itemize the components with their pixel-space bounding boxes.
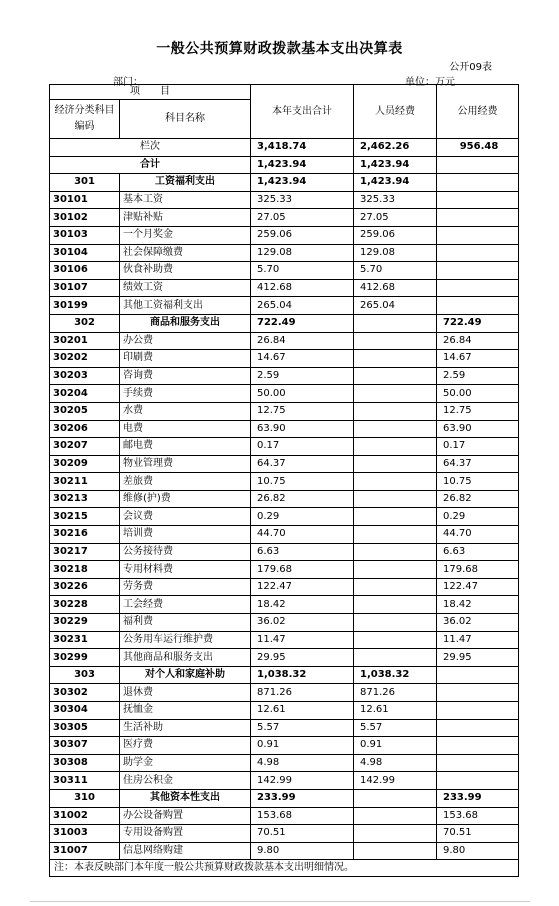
row-name: 工资福利支出	[120, 174, 251, 192]
row-public	[437, 702, 519, 720]
column-index-total: 3,418.74	[251, 139, 354, 157]
row-public: 0.29	[437, 508, 519, 526]
row-personnel	[354, 578, 437, 596]
row-name: 伙食补助费	[120, 262, 251, 280]
row-code: 30213	[50, 490, 120, 508]
row-personnel	[354, 402, 437, 420]
row-public: 18.42	[437, 596, 519, 614]
row-name: 水费	[120, 402, 251, 420]
row-name: 绩效工资	[120, 279, 251, 297]
row-personnel	[354, 526, 437, 544]
row-total: 5.70	[251, 262, 354, 280]
row-public: 0.17	[437, 438, 519, 456]
table-row	[50, 596, 519, 614]
table-row	[50, 332, 519, 350]
row-personnel	[354, 543, 437, 561]
row-code: 30209	[50, 455, 120, 473]
row-code: 30229	[50, 614, 120, 632]
total-public	[437, 156, 519, 174]
table-row	[50, 262, 519, 280]
row-total: 129.08	[251, 244, 354, 262]
row-public	[437, 279, 519, 297]
row-code: 310	[50, 789, 120, 807]
header-personnel: 人员经费	[354, 85, 437, 139]
row-public: 63.90	[437, 420, 519, 438]
row-public: 11.47	[437, 631, 519, 649]
row-name: 电费	[120, 420, 251, 438]
row-name: 专用设备购置	[120, 825, 251, 843]
table-row	[50, 789, 519, 807]
row-personnel	[354, 649, 437, 667]
page-bottom-divider	[30, 901, 530, 902]
total-row	[50, 156, 519, 174]
row-personnel	[354, 367, 437, 385]
row-public: 64.37	[437, 455, 519, 473]
row-public	[437, 719, 519, 737]
row-personnel	[354, 455, 437, 473]
row-code: 30305	[50, 719, 120, 737]
header-name: 科目名称	[120, 100, 251, 139]
row-public: 9.80	[437, 842, 519, 860]
row-personnel: 0.91	[354, 737, 437, 755]
row-code: 30217	[50, 543, 120, 561]
row-total: 26.82	[251, 490, 354, 508]
row-name: 住房公积金	[120, 772, 251, 790]
row-total: 9.80	[251, 842, 354, 860]
header-item-row	[50, 85, 519, 100]
table-row	[50, 490, 519, 508]
column-index-label: 栏次	[50, 139, 251, 157]
column-index-personnel: 2,462.26	[354, 139, 437, 157]
table-row	[50, 543, 519, 561]
row-name: 抚恤金	[120, 702, 251, 720]
row-total: 0.29	[251, 508, 354, 526]
row-public	[437, 174, 519, 192]
row-personnel	[354, 561, 437, 579]
row-total: 122.47	[251, 578, 354, 596]
row-name: 维修(护)费	[120, 490, 251, 508]
row-public	[437, 209, 519, 227]
row-code: 30215	[50, 508, 120, 526]
row-code: 30211	[50, 473, 120, 491]
row-public: 153.68	[437, 807, 519, 825]
row-personnel: 412.68	[354, 279, 437, 297]
row-personnel: 27.05	[354, 209, 437, 227]
row-name: 医疗费	[120, 737, 251, 755]
row-code: 301	[50, 174, 120, 192]
table-row	[50, 631, 519, 649]
row-total: 64.37	[251, 455, 354, 473]
row-personnel	[354, 420, 437, 438]
row-code: 30201	[50, 332, 120, 350]
table-row	[50, 209, 519, 227]
row-name: 邮电费	[120, 438, 251, 456]
row-personnel	[354, 842, 437, 860]
row-name: 社会保障缴费	[120, 244, 251, 262]
table-row	[50, 737, 519, 755]
department-label: 部门：	[113, 77, 143, 88]
row-personnel	[354, 807, 437, 825]
row-public	[437, 666, 519, 684]
table-row	[50, 455, 519, 473]
table-row	[50, 174, 519, 192]
row-total: 871.26	[251, 684, 354, 702]
row-personnel	[354, 473, 437, 491]
table-row	[50, 614, 519, 632]
row-public: 14.67	[437, 350, 519, 368]
row-code: 30302	[50, 684, 120, 702]
row-total: 70.51	[251, 825, 354, 843]
table-row	[50, 684, 519, 702]
row-code: 30299	[50, 649, 120, 667]
table-row	[50, 807, 519, 825]
row-public	[437, 191, 519, 209]
row-total: 265.04	[251, 297, 354, 315]
table-row	[50, 772, 519, 790]
row-name: 退休费	[120, 684, 251, 702]
row-name: 商品和服务支出	[120, 314, 251, 332]
row-name: 印刷费	[120, 350, 251, 368]
header-item-label: 项 目	[50, 85, 251, 100]
row-total: 18.42	[251, 596, 354, 614]
table-row	[50, 561, 519, 579]
row-name: 对个人和家庭补助	[120, 666, 251, 684]
row-personnel	[354, 614, 437, 632]
total-personnel: 1,423.94	[354, 156, 437, 174]
row-code: 30218	[50, 561, 120, 579]
row-code: 30311	[50, 772, 120, 790]
row-total: 11.47	[251, 631, 354, 649]
row-name: 一个月奖金	[120, 226, 251, 244]
row-public	[437, 772, 519, 790]
row-personnel	[354, 631, 437, 649]
row-public: 36.02	[437, 614, 519, 632]
row-code: 30102	[50, 209, 120, 227]
table-row	[50, 244, 519, 262]
row-total: 2.59	[251, 367, 354, 385]
header-code: 经济分类科目编码	[50, 100, 120, 139]
table-row	[50, 279, 519, 297]
row-total: 179.68	[251, 561, 354, 579]
row-public	[437, 226, 519, 244]
table-row	[50, 350, 519, 368]
row-personnel	[354, 789, 437, 807]
row-total: 153.68	[251, 807, 354, 825]
row-public: 10.75	[437, 473, 519, 491]
row-code: 30307	[50, 737, 120, 755]
row-public: 70.51	[437, 825, 519, 843]
table-row	[50, 402, 519, 420]
row-total: 0.91	[251, 737, 354, 755]
row-public	[437, 737, 519, 755]
row-name: 手续费	[120, 385, 251, 403]
row-personnel: 325.33	[354, 191, 437, 209]
row-name: 办公设备购置	[120, 807, 251, 825]
row-name: 培训费	[120, 526, 251, 544]
row-total: 27.05	[251, 209, 354, 227]
row-public: 26.82	[437, 490, 519, 508]
row-name: 其他资本性支出	[120, 789, 251, 807]
row-code: 30304	[50, 702, 120, 720]
table-row	[50, 702, 519, 720]
row-personnel: 259.06	[354, 226, 437, 244]
row-code: 30308	[50, 754, 120, 772]
row-code: 30205	[50, 402, 120, 420]
row-total: 412.68	[251, 279, 354, 297]
row-name: 其他工资福利支出	[120, 297, 251, 315]
row-personnel	[354, 438, 437, 456]
row-public: 12.75	[437, 402, 519, 420]
row-code: 30101	[50, 191, 120, 209]
row-total: 722.49	[251, 314, 354, 332]
row-name: 专用材料费	[120, 561, 251, 579]
table-row	[50, 314, 519, 332]
row-personnel: 1,038.32	[354, 666, 437, 684]
row-code: 30202	[50, 350, 120, 368]
row-personnel	[354, 314, 437, 332]
row-name: 信息网络购建	[120, 842, 251, 860]
row-public	[437, 297, 519, 315]
row-code: 30199	[50, 297, 120, 315]
row-total: 4.98	[251, 754, 354, 772]
row-personnel: 129.08	[354, 244, 437, 262]
expenditure-table	[49, 84, 519, 860]
row-public	[437, 262, 519, 280]
row-name: 福利费	[120, 614, 251, 632]
table-row	[50, 526, 519, 544]
row-name: 公务用车运行维护费	[120, 631, 251, 649]
row-total: 259.06	[251, 226, 354, 244]
row-code: 30228	[50, 596, 120, 614]
row-personnel: 5.57	[354, 719, 437, 737]
row-total: 10.75	[251, 473, 354, 491]
row-name: 其他商品和服务支出	[120, 649, 251, 667]
row-code: 303	[50, 666, 120, 684]
row-name: 生活补助	[120, 719, 251, 737]
row-name: 工会经费	[120, 596, 251, 614]
total-amount: 1,423.94	[251, 156, 354, 174]
row-public: 722.49	[437, 314, 519, 332]
table-row	[50, 666, 519, 684]
row-personnel	[354, 596, 437, 614]
row-code: 31003	[50, 825, 120, 843]
row-code: 30231	[50, 631, 120, 649]
row-public	[437, 244, 519, 262]
header-total: 本年支出合计	[251, 85, 354, 139]
row-code: 30226	[50, 578, 120, 596]
row-personnel: 5.70	[354, 262, 437, 280]
row-public	[437, 684, 519, 702]
table-row	[50, 649, 519, 667]
column-index-row	[50, 139, 519, 157]
row-total: 1,038.32	[251, 666, 354, 684]
row-total: 233.99	[251, 789, 354, 807]
row-name: 咨询费	[120, 367, 251, 385]
total-label: 合计	[50, 156, 251, 174]
row-personnel	[354, 332, 437, 350]
row-total: 12.75	[251, 402, 354, 420]
table-row	[50, 825, 519, 843]
row-total: 63.90	[251, 420, 354, 438]
header-public: 公用经费	[437, 85, 519, 139]
table-row	[50, 508, 519, 526]
table-row	[50, 842, 519, 860]
row-total: 26.84	[251, 332, 354, 350]
row-total: 12.61	[251, 702, 354, 720]
table-row	[50, 578, 519, 596]
table-row	[50, 297, 519, 315]
row-personnel: 142.99	[354, 772, 437, 790]
row-code: 302	[50, 314, 120, 332]
row-code: 30207	[50, 438, 120, 456]
row-code: 31007	[50, 842, 120, 860]
table-row	[50, 719, 519, 737]
row-code: 30216	[50, 526, 120, 544]
row-public: 122.47	[437, 578, 519, 596]
table-row	[50, 473, 519, 491]
row-total: 29.95	[251, 649, 354, 667]
row-code: 30104	[50, 244, 120, 262]
row-name: 津贴补贴	[120, 209, 251, 227]
table-row	[50, 754, 519, 772]
row-name: 助学金	[120, 754, 251, 772]
row-public: 44.70	[437, 526, 519, 544]
row-personnel	[354, 508, 437, 526]
row-public: 179.68	[437, 561, 519, 579]
table-row	[50, 226, 519, 244]
row-code: 31002	[50, 807, 120, 825]
row-personnel	[354, 490, 437, 508]
row-total: 6.63	[251, 543, 354, 561]
row-personnel	[354, 350, 437, 368]
row-public	[437, 754, 519, 772]
column-index-public: 956.48	[437, 139, 519, 157]
row-name: 物业管理费	[120, 455, 251, 473]
row-personnel: 4.98	[354, 754, 437, 772]
row-name: 劳务费	[120, 578, 251, 596]
row-code: 30107	[50, 279, 120, 297]
row-public: 233.99	[437, 789, 519, 807]
row-code: 30204	[50, 385, 120, 403]
row-public: 26.84	[437, 332, 519, 350]
row-code: 30106	[50, 262, 120, 280]
row-public: 2.59	[437, 367, 519, 385]
row-total: 36.02	[251, 614, 354, 632]
row-name: 差旅费	[120, 473, 251, 491]
row-public: 6.63	[437, 543, 519, 561]
table-row	[50, 438, 519, 456]
row-personnel	[354, 825, 437, 843]
row-name: 基本工资	[120, 191, 251, 209]
row-total: 50.00	[251, 385, 354, 403]
table-row	[50, 191, 519, 209]
page-title: 一般公共预算财政拨款基本支出决算表	[156, 41, 403, 57]
row-personnel: 265.04	[354, 297, 437, 315]
footnote: 注：本表反映部门本年度一般公共预算财政拨款基本支出明细情况。	[49, 859, 519, 877]
table-row	[50, 367, 519, 385]
row-personnel: 871.26	[354, 684, 437, 702]
row-total: 142.99	[251, 772, 354, 790]
row-name: 公务接待费	[120, 543, 251, 561]
row-public: 50.00	[437, 385, 519, 403]
row-code: 30206	[50, 420, 120, 438]
row-total: 1,423.94	[251, 174, 354, 192]
row-total: 325.33	[251, 191, 354, 209]
row-public: 29.95	[437, 649, 519, 667]
row-personnel: 12.61	[354, 702, 437, 720]
row-personnel: 1,423.94	[354, 174, 437, 192]
row-total: 5.57	[251, 719, 354, 737]
row-code: 30103	[50, 226, 120, 244]
table-row	[50, 420, 519, 438]
row-name: 办公费	[120, 332, 251, 350]
table-row	[50, 385, 519, 403]
form-number: 公开09表	[449, 62, 492, 73]
row-total: 0.17	[251, 438, 354, 456]
unit-label: 单位：万元	[405, 77, 455, 88]
row-total: 14.67	[251, 350, 354, 368]
row-total: 44.70	[251, 526, 354, 544]
row-code: 30203	[50, 367, 120, 385]
row-personnel	[354, 385, 437, 403]
row-name: 会议费	[120, 508, 251, 526]
